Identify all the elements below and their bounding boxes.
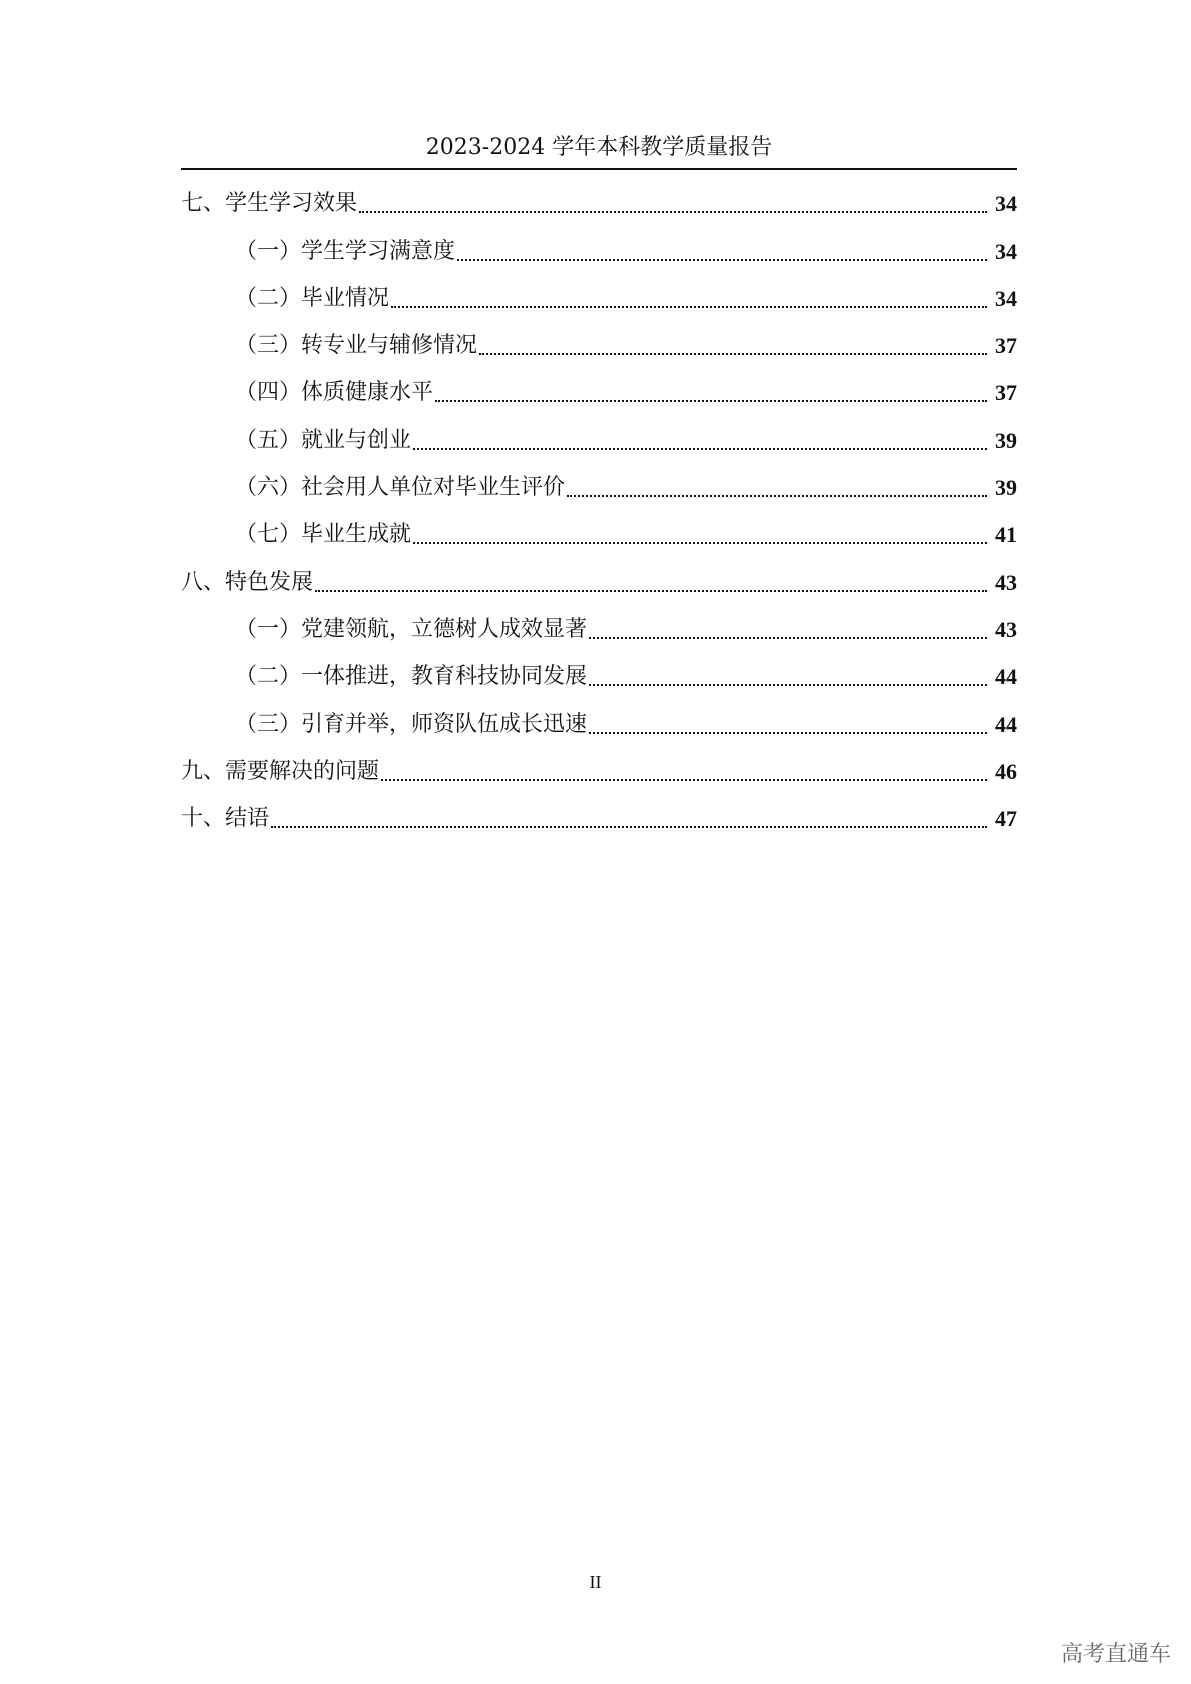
toc-entry-page: 39 xyxy=(995,427,1017,453)
header-rule xyxy=(181,168,1017,170)
toc-entry[interactable] xyxy=(181,365,1017,412)
toc-entry-title: 十、结语 xyxy=(181,806,270,832)
toc-entry[interactable] xyxy=(181,318,1017,365)
dot-leader xyxy=(391,306,987,308)
toc-entry-page: 43 xyxy=(995,616,1017,642)
dot-leader xyxy=(589,732,987,734)
toc-entry-page: 44 xyxy=(995,711,1017,737)
toc-entry[interactable] xyxy=(181,460,1017,507)
toc-entry[interactable] xyxy=(181,554,1017,601)
toc-entry[interactable] xyxy=(181,791,1017,838)
toc-entry-page: 44 xyxy=(995,664,1017,690)
toc-entry[interactable] xyxy=(181,507,1017,554)
toc-entry-page: 43 xyxy=(995,569,1017,595)
toc-entry[interactable] xyxy=(181,744,1017,791)
toc-entry[interactable] xyxy=(181,602,1017,649)
toc-entry-title: （七）毕业生成就 xyxy=(235,522,412,548)
dot-leader xyxy=(315,590,987,592)
toc-entry-title: （六）社会用人单位对毕业生评价 xyxy=(235,475,566,501)
toc-entry[interactable] xyxy=(181,176,1017,223)
dot-leader xyxy=(359,211,987,213)
toc-entry-title: （二）毕业情况 xyxy=(235,285,390,311)
toc-entry-title: 七、学生学习效果 xyxy=(181,191,358,217)
dot-leader xyxy=(567,495,987,497)
toc-entry-title: （三）转专业与辅修情况 xyxy=(235,333,478,359)
toc-entry-page: 34 xyxy=(995,191,1017,217)
toc-entry-page: 39 xyxy=(995,475,1017,501)
toc-entry-title: 八、特色发展 xyxy=(181,569,314,595)
toc-entry-page: 37 xyxy=(995,380,1017,406)
toc-entry[interactable] xyxy=(181,696,1017,743)
table-of-contents xyxy=(181,176,1017,838)
toc-entry[interactable] xyxy=(181,271,1017,318)
dot-leader xyxy=(271,826,987,828)
toc-entry-title: （一）党建领航，立德树人成效显著 xyxy=(235,616,588,642)
toc-entry-page: 46 xyxy=(995,758,1017,784)
dot-leader xyxy=(589,684,987,686)
toc-entry-title: （五）就业与创业 xyxy=(235,427,412,453)
toc-entry-title: （二）一体推进，教育科技协同发展 xyxy=(235,664,588,690)
toc-entry-title: （一）学生学习满意度 xyxy=(235,238,456,264)
dot-leader xyxy=(381,779,987,781)
dot-leader xyxy=(589,637,987,639)
toc-entry[interactable] xyxy=(181,412,1017,459)
toc-entry[interactable] xyxy=(181,223,1017,270)
watermark: 高考直通车 xyxy=(1060,1642,1171,1667)
toc-entry-page: 34 xyxy=(995,238,1017,264)
toc-entry-page: 34 xyxy=(995,285,1017,311)
dot-leader xyxy=(413,448,987,450)
toc-entry[interactable] xyxy=(181,649,1017,696)
toc-entry-title: 九、需要解决的问题 xyxy=(181,758,380,784)
toc-entry-page: 47 xyxy=(995,806,1017,832)
toc-entry-title: （四）体质健康水平 xyxy=(235,380,434,406)
dot-leader xyxy=(413,542,987,544)
page-number: II xyxy=(589,1572,602,1592)
dot-leader xyxy=(435,400,987,402)
dot-leader xyxy=(479,353,987,355)
toc-entry-page: 37 xyxy=(995,333,1017,359)
dot-leader xyxy=(457,259,987,261)
toc-entry-page: 41 xyxy=(995,522,1017,548)
running-header: 2023-2024 学年本科教学质量报告 xyxy=(425,135,773,160)
toc-entry-title: （三）引育并举，师资队伍成长迅速 xyxy=(235,711,588,737)
